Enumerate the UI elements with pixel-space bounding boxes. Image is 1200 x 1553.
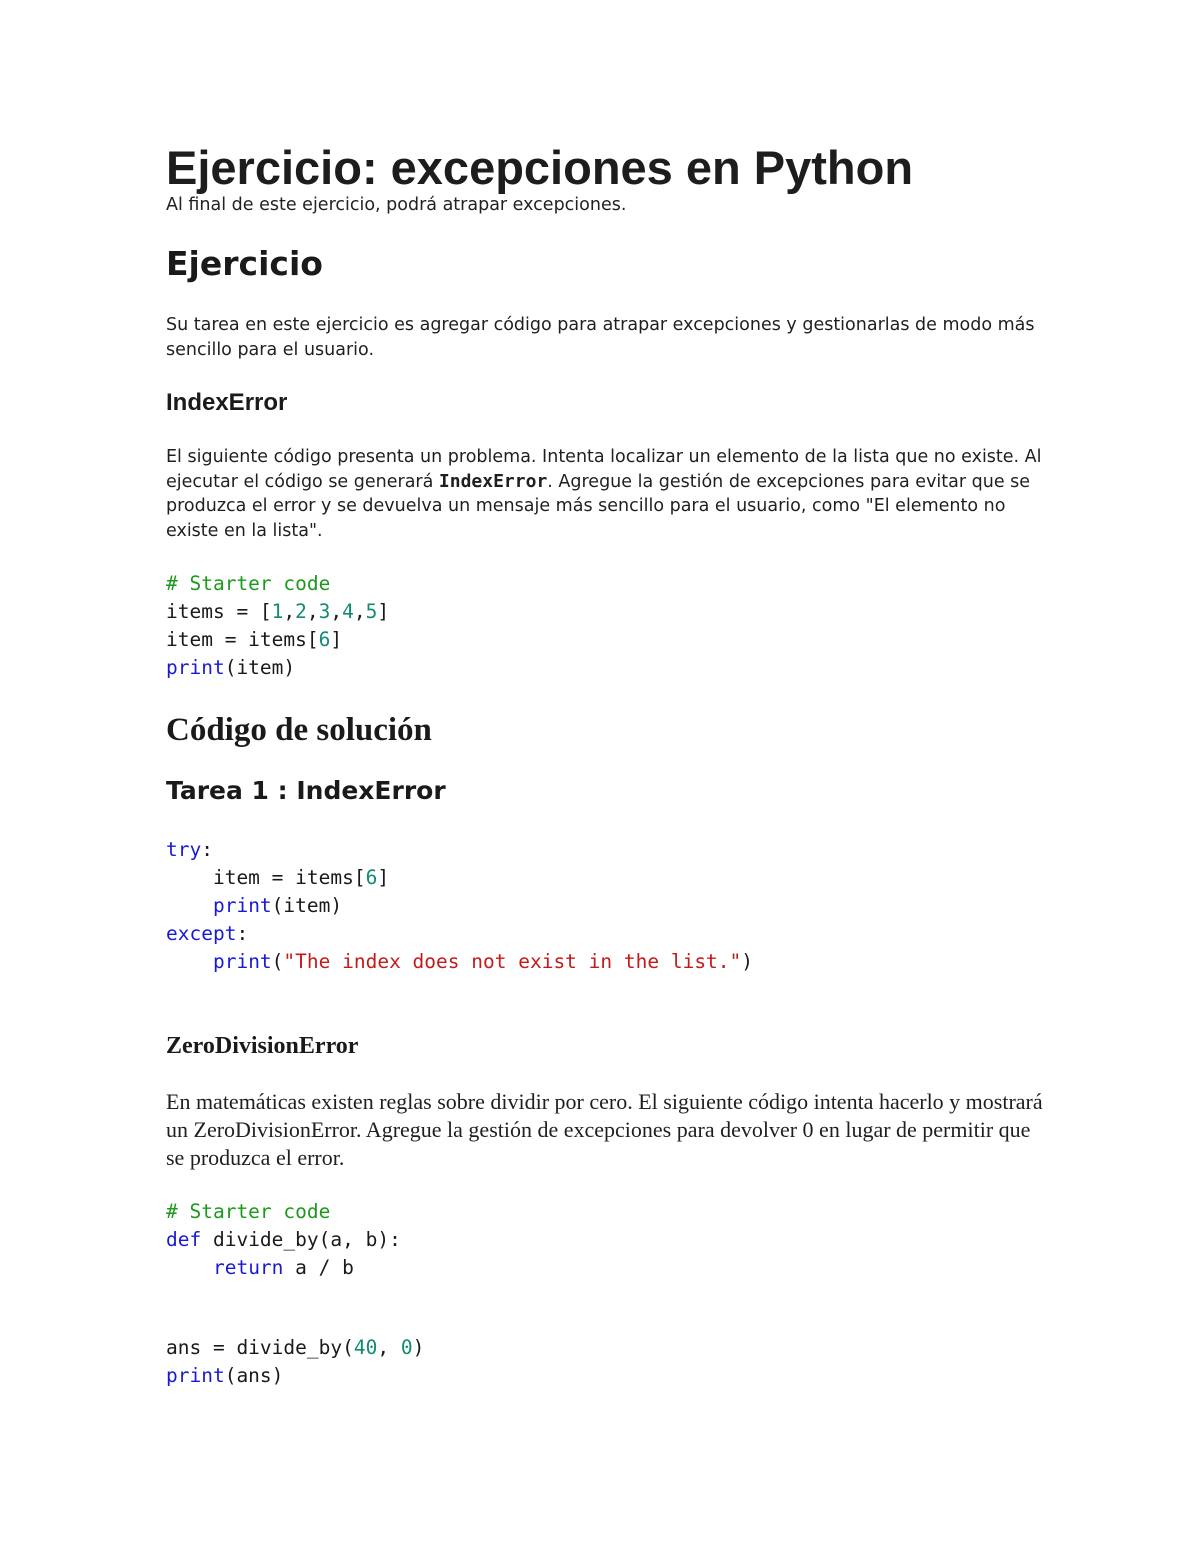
- starter-code-block-zerodivision-call: [166, 1334, 424, 1390]
- code-line-print-message: print("The index does not exist in the list."): [212, 950, 754, 973]
- code-line-print-ans: print(ans): [166, 1364, 284, 1387]
- paragraph-indexerror: [166, 445, 1046, 543]
- code-line-print-item: print(item): [212, 894, 343, 917]
- code-line-def: def divide_by(a, b):: [166, 1228, 401, 1251]
- code-line-print: print(item): [166, 656, 296, 679]
- heading-indexerror: IndexError: [166, 389, 288, 416]
- starter-code-block-zerodivision: [166, 1198, 401, 1282]
- paragraph-zerodivisionerror: En matemáticas existen reglas sobre dividir por cero. El siguiente código intenta hacerlo y mostrará un ZeroDivisionError. Agregue la gestión de excepciones para devolver 0 en lugar de permitir que se produzca el error.: [166, 1089, 1043, 1170]
- code-line-try: try:: [166, 838, 213, 861]
- code-line-item: item = items[6]: [166, 628, 343, 651]
- code-line-return: return a / b: [212, 1256, 354, 1279]
- solution-code-block: [166, 836, 753, 976]
- paragraph-ejercicio: Su tarea en este ejercicio es agregar código para atrapar excepciones y gestionarlas de modo más sencillo para el usuario.: [166, 315, 1035, 360]
- code-comment: # Starter code: [166, 1200, 331, 1223]
- code-line-items: items = [1,2,3,4,5]: [166, 600, 390, 623]
- paragraph-text-before: El siguiente código presenta un problema. Intenta localizar un elemento de la lista que no existe. Al ejecutar el código se generará: [166, 447, 1042, 492]
- code-line-item-assign: item = items[6]: [166, 866, 390, 889]
- heading-tarea-1: Tarea 1 : IndexError: [166, 776, 446, 805]
- code-line-except: except:: [166, 922, 249, 945]
- starter-code-block-indexerror: [166, 570, 389, 682]
- heading-zerodivisionerror: ZeroDivisionError: [166, 1033, 359, 1059]
- inline-code-indexerror: IndexError: [438, 470, 548, 492]
- document-title: Ejercicio: excepciones en Python: [166, 141, 914, 194]
- paragraph-text-after: . Agregue la gestión de excepciones para evitar que se produzca el error y se devuelva un mensaje más sencillo para el usuario, como "El elemento no existe en la lista".: [166, 471, 1031, 541]
- heading-ejercicio: Ejercicio: [166, 244, 323, 283]
- document-subtitle: Al final de este ejercicio, podrá atrapar excepciones.: [166, 195, 627, 215]
- code-comment: # Starter code: [166, 572, 331, 595]
- heading-codigo-solucion: Código de solución: [166, 712, 432, 748]
- code-line-ans: ans = divide_by(40, 0): [166, 1336, 425, 1359]
